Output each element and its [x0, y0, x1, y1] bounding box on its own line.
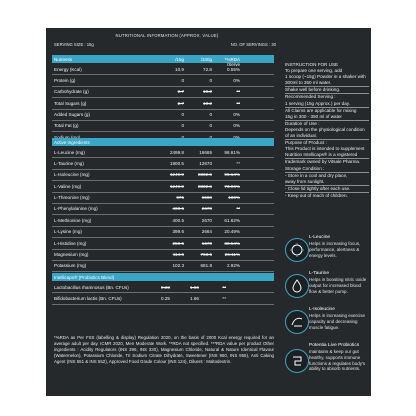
- benefit-title: L-Isoleucine: [309, 307, 335, 312]
- active-table: [52, 147, 274, 272]
- header-per-15g: /15g: [175, 56, 184, 62]
- muscle-icon: [285, 310, 309, 334]
- row-per-15g: 2.7: [177, 100, 184, 106]
- row-per-100g: 2670: [201, 206, 212, 212]
- row-rda: 61.62%: [224, 217, 240, 223]
- benefit-title: L-Leucine: [309, 235, 331, 240]
- table-row: [52, 121, 274, 132]
- row-rda: **: [236, 89, 240, 95]
- row-per-100g: 763.5: [200, 252, 212, 258]
- row-per-15g: 0: [181, 112, 184, 118]
- row-name: L-Phenylalanine (mg): [54, 206, 98, 212]
- instruction-line: Shake well before drinking.: [285, 87, 369, 94]
- table-row: [52, 147, 274, 158]
- header-per-100g: /100g: [200, 56, 212, 62]
- row-rda: 98.61%: [224, 149, 240, 155]
- instruction-line: of an individual.: [285, 133, 369, 140]
- active-header-label: Active Ingredients: [54, 139, 90, 145]
- row-rda: 0%: [233, 77, 240, 83]
- row-per-100g: 18.2: [203, 100, 212, 106]
- row-per-15g: 400.5: [172, 217, 184, 223]
- row-per-15g: 10.9: [175, 66, 184, 72]
- row-name: L-Threonine (mg): [54, 195, 90, 201]
- probiotic-table: [52, 282, 274, 305]
- row-per-100g: 6500: [201, 195, 212, 201]
- table-row: [52, 227, 274, 238]
- nutrition-column: [52, 28, 282, 396]
- row-rda: **: [236, 160, 240, 166]
- benefit-text: Helps in increasing exercise capacity and decreasing muscle fatigue.: [309, 313, 366, 330]
- instruction-line: away from sunlight.: [285, 179, 369, 186]
- row-per-15g: 2499.8: [169, 149, 184, 155]
- nutrition-title: NUTRITIONAL INFORMATION (APPROX. VALUE): [115, 33, 219, 38]
- row-name: Magnesium (mg): [54, 252, 89, 258]
- serving-size: SERVING SIZE : 15g: [54, 42, 94, 47]
- benefit-text: maintains & keep our gut healthy, supports immune functions & regulates body's ability to absorb nutrients.: [309, 349, 366, 372]
- label-panel: [46, 28, 371, 396]
- row-name: L-Taurine (mg): [54, 160, 84, 166]
- row-per-15g: 0.23: [161, 284, 170, 290]
- row-per-100g: 8332.5: [197, 172, 212, 178]
- row-name: L-Valine (mg): [54, 183, 82, 189]
- instruction-line: - Keep out of reach of children.: [285, 192, 348, 198]
- benefit-title: L-Taurine: [309, 271, 329, 276]
- row-name: Potassium (mg): [54, 263, 87, 269]
- row-per-15g: 399.6: [172, 229, 184, 235]
- instructions: [285, 62, 369, 199]
- table-row: [52, 238, 274, 249]
- row-per-15g: 1249.9: [169, 172, 184, 178]
- row-per-15g: 2.7: [177, 89, 184, 95]
- table-row: [52, 282, 274, 293]
- instruction-line: Depends on the physiological condition: [285, 126, 365, 132]
- table-row: [52, 64, 274, 75]
- header-nutrients: Nutrients: [54, 56, 73, 62]
- row-per-100g: 1.66: [190, 295, 199, 301]
- row-per-100g: 681.8: [200, 263, 212, 269]
- row-rda: **: [222, 295, 226, 301]
- row-per-100g: 16665: [199, 149, 212, 155]
- instruction-line: trademark owned by Vitsale Pharma.: [285, 159, 361, 165]
- instruction-line: - Close lid tightly after each use.: [285, 186, 369, 193]
- row-rda: 0.55%: [226, 66, 240, 72]
- table-row: [52, 158, 274, 169]
- gut-icon: [285, 349, 309, 373]
- row-per-100g: 8332.5: [197, 183, 212, 189]
- table-row: [52, 250, 274, 261]
- row-per-15g: 975: [176, 195, 184, 201]
- row-name: Energy (Kcal): [54, 66, 82, 72]
- row-name: L-Methionine (mg): [54, 217, 92, 223]
- instruction-line: 1 serving (15g Approx.) per day.: [285, 101, 369, 108]
- row-name: Added Sugars (g): [54, 112, 91, 118]
- row-per-100g: 0: [209, 123, 212, 129]
- instruction-line: This Product is intended to supplement: [285, 146, 365, 152]
- servings-count: NO. OF SERVINGS : 20: [230, 42, 276, 47]
- row-rda: 0%: [233, 123, 240, 129]
- instruction-line: - Store in a cool and dry place,: [285, 172, 348, 178]
- benefit-text: Helps in increasing focus, performance, alertness & energy levels.: [309, 241, 361, 258]
- instruction-line: Nutrition Intellicaps® is a registered: [285, 152, 369, 159]
- footnotes: *%RDA as Per FSS (labelling & display) Regulation 2020, on the basis of 2000 Kcal energy required for an average adult per day. ICMR 2020, Men Moderate Work. **RDA not specified. ***RDA value per product Other ingredients : Acidity Regulators (INS 296, INS 330), Magnesium Chloride, Natural & Nature Identical Flavour (Watermelon), Potassium Chloride, Tri Sodium Citrate Dihydrate, Sweetener (INS 950, INS 955), Anti Caking Agent (INS 551 & INS 552), Approved Food Grade Colour (INS 124), Diluent : Maltodextrin.: [54, 335, 274, 365]
- row-per-100g: 2670: [201, 217, 212, 223]
- row-per-15g: 1249.9: [169, 183, 184, 189]
- table-row: [52, 87, 274, 98]
- instruction-line: Duration of Use :: [285, 120, 320, 126]
- row-rda: **: [222, 284, 226, 290]
- row-per-100g: 2664: [201, 229, 212, 235]
- row-name: Lactobacillus rhamnosus (Bn. CFUs): [54, 284, 129, 290]
- benefit-text: Helps in boosting nitric oxide output for increased blood flow & better pump.: [309, 277, 367, 294]
- row-rda: 38.54%: [224, 240, 240, 246]
- row-rda: **: [236, 100, 240, 106]
- row-name: Total Fat (g): [54, 123, 79, 129]
- table-row: [52, 261, 274, 272]
- row-rda: 2.92%: [226, 263, 240, 269]
- row-per-15g: 400.5: [172, 206, 184, 212]
- nutrients-header: [52, 55, 274, 67]
- leucine-icon: [285, 238, 309, 262]
- row-per-100g: 1670: [201, 240, 212, 246]
- row-rda: 73.96%: [224, 183, 240, 189]
- row-name: L-Isoleucine (mg): [54, 172, 90, 178]
- row-per-100g: 72.8: [203, 66, 212, 72]
- table-row: [52, 181, 274, 192]
- instruction-line: 300ml to 350 ml water.: [285, 80, 369, 87]
- table-row: [52, 110, 274, 121]
- instruction-line: 1 scoop (~15g) Powder in a shaker with: [285, 74, 366, 80]
- row-rda: 100%: [228, 195, 240, 201]
- row-rda: 0%: [233, 112, 240, 118]
- row-name: L-Histidine (mg): [54, 240, 87, 246]
- table-row: [52, 75, 274, 86]
- row-rda: 95.14%: [224, 172, 240, 178]
- table-row: [52, 193, 274, 204]
- row-per-15g: 0: [181, 77, 184, 83]
- row-per-100g: 1.66: [190, 284, 199, 290]
- instruction-line: INSTRUCTION FOR USE: [285, 62, 339, 67]
- row-name: L-Lysine (mg): [54, 229, 82, 235]
- table-row: [52, 98, 274, 109]
- row-rda: 20.49%: [224, 229, 240, 235]
- row-per-15g: 114.5: [172, 252, 184, 258]
- instruction-line: Purpose of Product :: [285, 140, 327, 146]
- row-per-15g: 102.3: [172, 263, 184, 269]
- row-per-100g: 0: [209, 112, 212, 118]
- instruction-line: To prepare one serving, add: [285, 68, 343, 74]
- blood-flow-icon: [285, 274, 309, 298]
- row-per-100g: 12670: [199, 160, 212, 166]
- nutrients-table: [52, 64, 274, 144]
- probiotic-header: [52, 273, 274, 281]
- row-per-15g: 250.5: [172, 240, 184, 246]
- instruction-line: All Claims are applicable for mixing: [285, 107, 357, 113]
- benefit-title: Potentia Live Probiotics: [309, 343, 360, 348]
- row-per-15g: 0.25: [161, 295, 170, 301]
- instruction-line: Storage Condition :: [285, 166, 369, 173]
- active-header: [52, 138, 274, 146]
- row-per-15g: 0: [181, 123, 184, 129]
- instructions-column: [285, 28, 369, 396]
- instruction-line: 15g in 300 - 350 ml of water: [285, 114, 369, 121]
- table-row: [52, 293, 274, 304]
- row-per-15g: 1900.5: [169, 160, 184, 166]
- table-row: [52, 170, 274, 181]
- row-name: L-Leucine (mg): [54, 149, 85, 155]
- row-name: Total Sugars (g): [54, 100, 87, 106]
- row-per-100g: 18.2: [203, 89, 212, 95]
- row-name: Bifidobacterium lactis (Bn. CFUs): [54, 295, 122, 301]
- row-per-100g: 0: [209, 77, 212, 83]
- probiotic-header-label: Intellicaps® (Probiotics Blend): [54, 274, 115, 280]
- row-rda: 26.11%: [224, 252, 240, 258]
- instruction-line: Recommended Serving :: [285, 94, 336, 100]
- row-rda: **: [236, 206, 240, 212]
- row-name: Carbohydrate (g): [54, 89, 89, 95]
- header-rda: *%RDA /Serve: [224, 56, 240, 67]
- table-row: [52, 204, 274, 215]
- table-row: [52, 215, 274, 226]
- row-name: Protein (g): [54, 77, 76, 83]
